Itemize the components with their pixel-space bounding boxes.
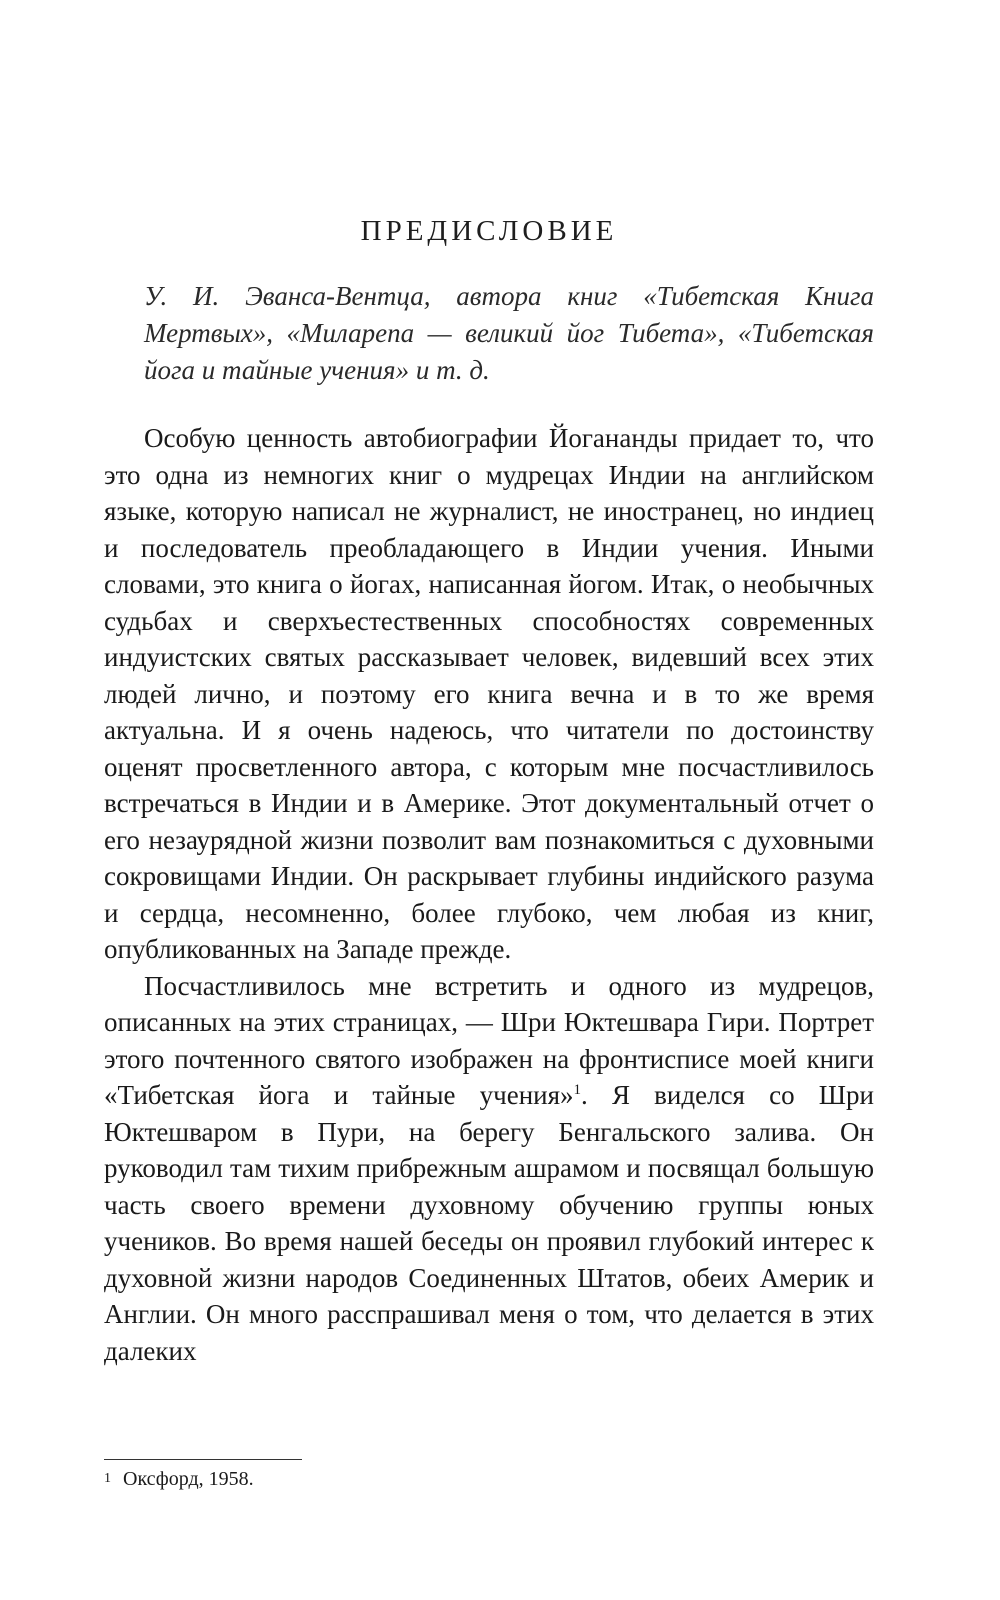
book-page [104,0,874,1600]
footnote-divider [104,1459,302,1460]
footnote-marker: 1 [104,1471,111,1486]
footnote [104,1466,874,1492]
epigraph-attribution: У. И. Эванса-Вентца, автора книг «Тибетская Книга Мертвых», «Миларепа — великий йог Тибета», «Тибетская йога и тайные учения» и т. д. [144,281,874,385]
paragraph-2: Посчастливилось мне встретить и одного из мудрецов, описанных на этих страницах, — Шри Юктешвара Гири. Портрет этого почтенного святого изображен на фронтисписе моей книги «Тибетская йога и тайные учения»$^1$. Я виделся со Шри Юктешваром в Пури, на берегу Бенгальского залива. Он руководил там тихим прибрежным ашрамом и посвящал большую часть своего времени духовному обучению группы юных учеников. Во время нашей беседы он проявил глубокий интерес к духовной жизни народов Соединенных Штатов, обеих Америк и Англии. Он много расспрашивал меня о том, что делается в этих далеких [104,970,874,1366]
paragraph-2-text: Посчастливилось мне встретить и одного из мудрецов, описанных на этих страницах, — Шри Юктешвара Гири. Портрет этого почтенного святого изображен на фронтисписе моей книги «Тибетская йога и тайные учения» [104,970,874,1110]
footnote-reference[interactable]: 1 [573,1082,582,1098]
footnote-text: Оксфорд, 1958. [123,1468,254,1490]
body-text [104,420,874,1369]
paragraph-2-continued: Я виделся со Шри Юктешваром в Пури, на берегу Бенгальского залива. Он руководил там тихим прибрежным ашрамом и посвящал большую часть своего времени духовному обучению группы юных учеников. Во время нашей беседы он проявил глубокий интерес к духовной жизни народов Соединенных Штатов, обеих Америк и Англии. Он много расспрашивал меня о том, что делается в этих далеких [104,1080,874,1366]
chapter-heading: ПРЕДИСЛОВИЕ [360,215,618,247]
paragraph-1: Особую ценность автобиографии Йогананды придает то, что это одна из немногих книг о мудрецах Индии на английском языке, которую написал не журналист, не иностранец, но индиец и последователь преобладающего в Индии учения. Иными словами, это книга о йогах, написанная йогом. Итак, о необычных судьбах и сверхъестественных способностях современных индуистских святых рассказывает человек, видевший всех этих людей лично, и поэтому его книга вечна и в то же время актуальна. И я очень надеюсь, что читатели по достоинству оценят просветленного автора, с которым мне посчастливилось встречаться в Индии и в Америке. Этот документальный отчет о его незаурядной жизни позволит вам познакомиться с духовными сокровищами Индии. Он раскрывает глубины индийского разума и сердца, несомненно, более глубоко, чем любая из книг, опубликованных на Западе прежде. [104,423,874,964]
